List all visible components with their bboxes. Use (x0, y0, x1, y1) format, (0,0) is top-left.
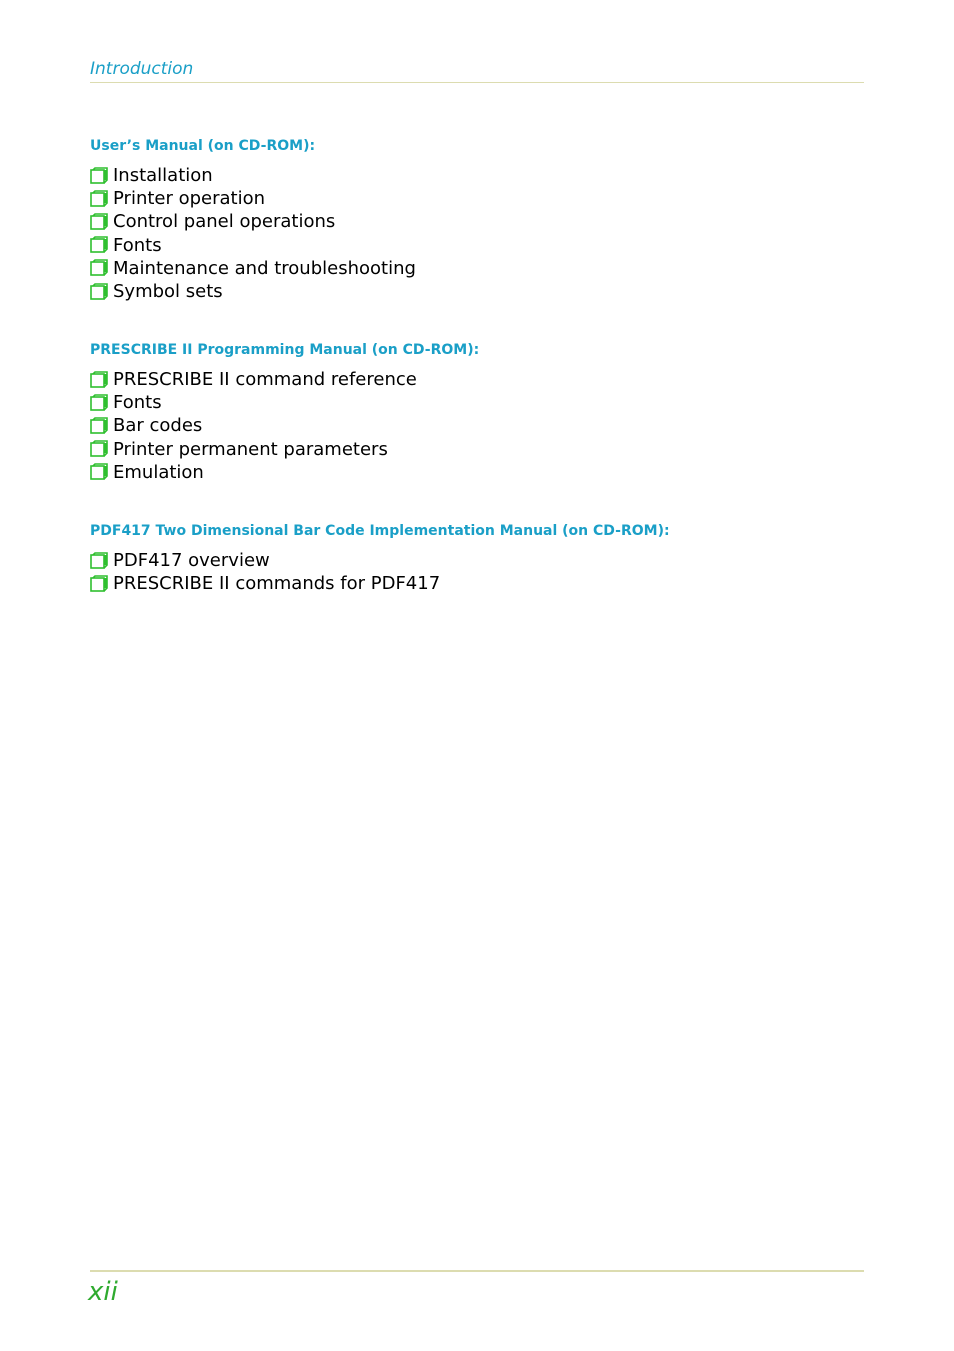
list-item (90, 164, 416, 187)
list-item-label: Bar codes (113, 415, 203, 437)
square-box-icon (90, 575, 108, 593)
list-item-label: Fonts (113, 234, 162, 256)
list-item-label: PRESCRIBE II command reference (113, 369, 417, 391)
list-item (90, 210, 416, 233)
square-box-icon (90, 417, 108, 435)
item-list (90, 164, 416, 303)
list-item-label: Maintenance and troubleshooting (113, 257, 416, 279)
section-heading: PRESCRIBE II Programming Manual (on CD-ROM): (90, 342, 480, 358)
list-item-label: Installation (113, 165, 213, 187)
list-item-label: Printer operation (113, 188, 266, 210)
section-pdf417-manual (90, 522, 670, 595)
list-item-label: Fonts (113, 392, 162, 414)
list-item-label: Printer permanent parameters (113, 438, 388, 460)
list-item (90, 549, 670, 572)
header-divider (90, 82, 864, 83)
square-box-icon (90, 440, 108, 458)
list-item-label: Control panel operations (113, 211, 336, 233)
list-item (90, 438, 479, 461)
square-box-icon (90, 213, 108, 231)
list-item-label: PRESCRIBE II commands for PDF417 (113, 573, 441, 595)
list-item (90, 461, 479, 484)
list-item (90, 391, 479, 414)
section-prescribe-manual (90, 341, 479, 484)
square-box-icon (90, 236, 108, 254)
section-heading: User’s Manual (on CD-ROM): (90, 138, 316, 154)
list-item (90, 414, 479, 437)
running-header: Introduction (90, 59, 194, 79)
list-item (90, 368, 479, 391)
square-box-icon (90, 371, 108, 389)
list-item (90, 257, 416, 280)
section-users-manual (90, 137, 416, 303)
list-item (90, 572, 670, 595)
square-box-icon (90, 394, 108, 412)
item-list (90, 368, 479, 484)
square-box-icon (90, 283, 108, 301)
page-number: xii (88, 1277, 118, 1307)
list-item (90, 187, 416, 210)
square-box-icon (90, 552, 108, 570)
footer-divider (90, 1270, 864, 1272)
square-box-icon (90, 259, 108, 277)
section-heading: PDF417 Two Dimensional Bar Code Implementation Manual (on CD-ROM): (90, 523, 670, 539)
list-item-label: Emulation (113, 461, 204, 483)
list-item (90, 234, 416, 257)
square-box-icon (90, 167, 108, 185)
square-box-icon (90, 190, 108, 208)
item-list (90, 549, 670, 595)
square-box-icon (90, 463, 108, 481)
list-item-label: Symbol sets (113, 281, 223, 303)
list-item-label: PDF417 overview (113, 550, 270, 572)
list-item (90, 280, 416, 303)
